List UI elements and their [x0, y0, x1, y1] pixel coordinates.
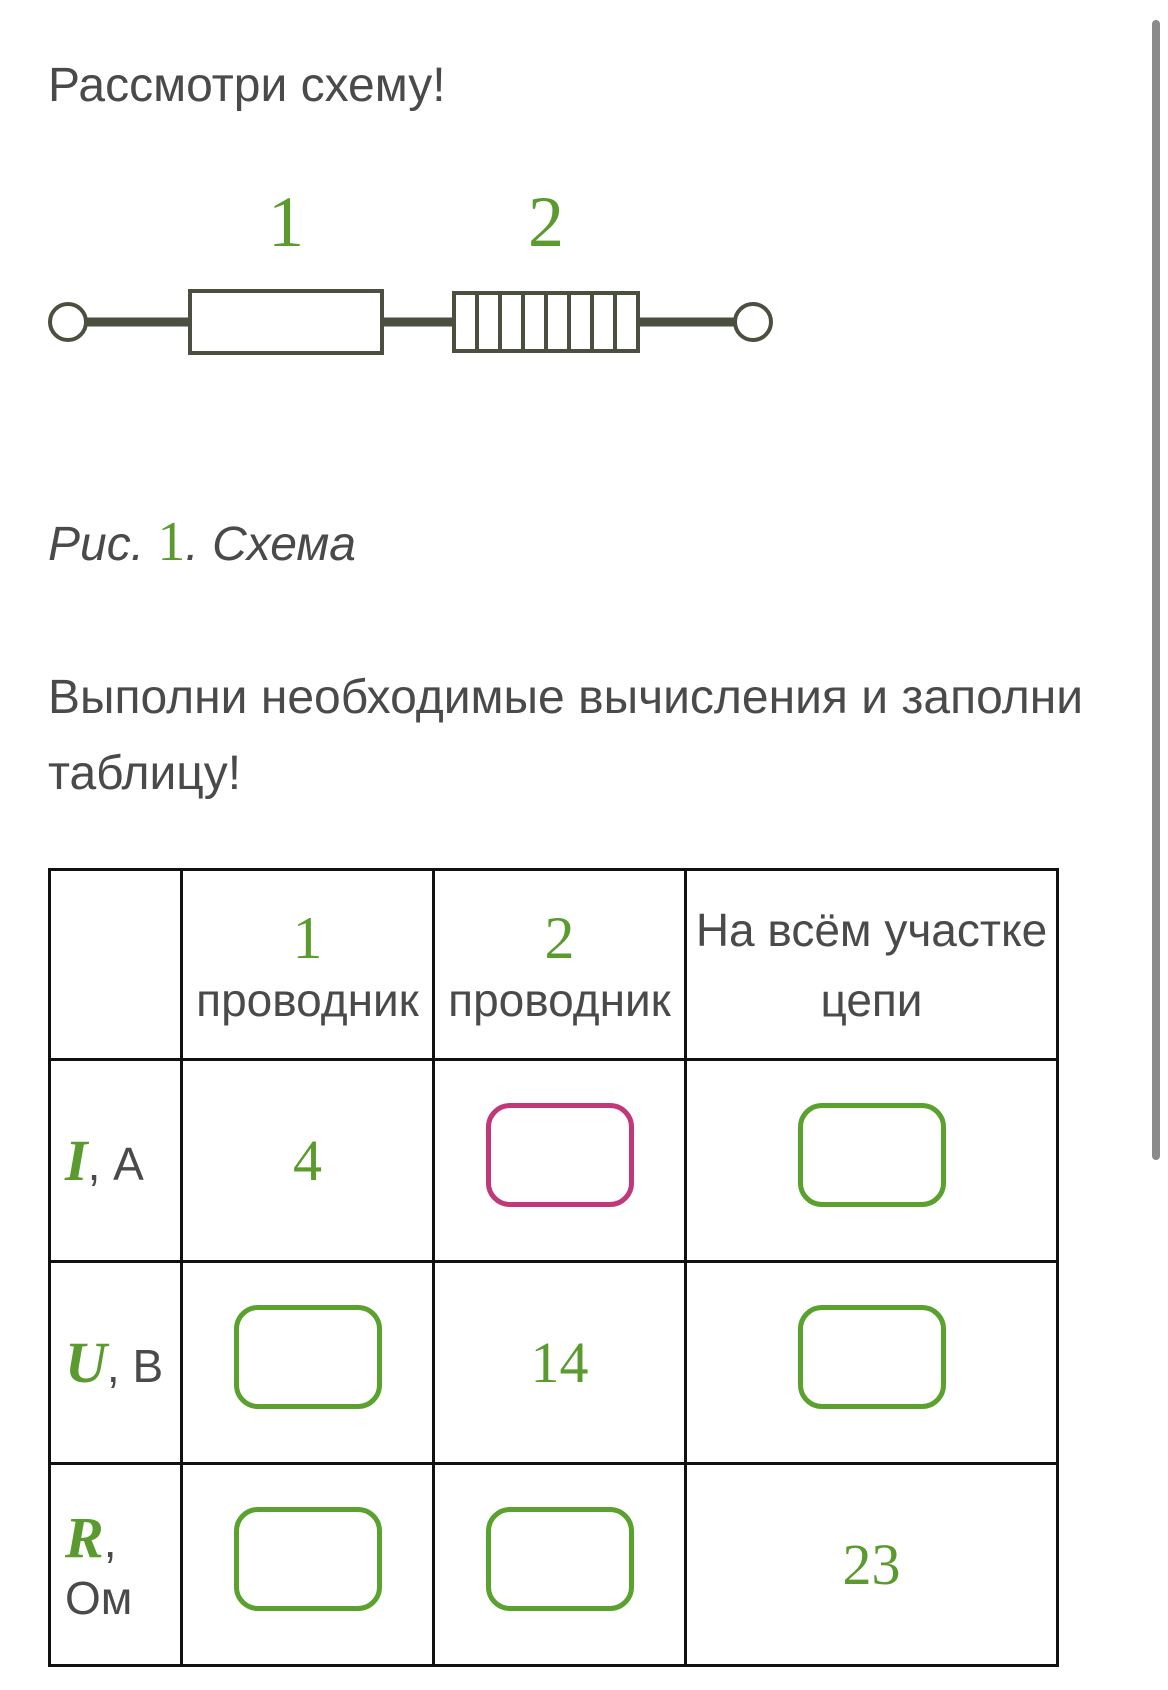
cell-voltage-total — [686, 1262, 1058, 1464]
table-header-row — [50, 870, 1058, 1060]
conductor-1-label: 1 — [268, 182, 304, 262]
value-voltage-2: 14 — [530, 1330, 589, 1395]
header-text-1: проводник — [196, 973, 419, 1026]
row-label-resistance — [50, 1464, 182, 1666]
header-conductor-2 — [434, 870, 686, 1060]
symbol-resistance: R — [65, 1505, 104, 1570]
caption-suffix: . Схема — [185, 518, 356, 571]
row-label-current — [50, 1060, 182, 1262]
row-label-voltage — [50, 1262, 182, 1464]
value-current-1: 4 — [293, 1128, 322, 1193]
header-conductor-1 — [182, 870, 434, 1060]
cell-current-total — [686, 1060, 1058, 1262]
header-num-1: 1 — [292, 904, 323, 971]
unit-voltage: , В — [106, 1340, 164, 1392]
answer-table — [48, 868, 1059, 1667]
symbol-current: I — [65, 1128, 88, 1193]
cell-voltage-1 — [182, 1262, 434, 1464]
cell-current-2 — [434, 1060, 686, 1262]
unit-current: , А — [87, 1138, 144, 1190]
terminal-right — [735, 304, 771, 340]
figure-caption — [48, 510, 356, 574]
input-voltage-1[interactable] — [234, 1305, 382, 1409]
scrollbar[interactable] — [1152, 20, 1160, 1160]
input-resistance-2[interactable] — [486, 1507, 634, 1611]
intro-text: Рассмотри схему! — [48, 59, 446, 112]
cell-resistance-1 — [182, 1464, 434, 1666]
cell-current-1 — [182, 1060, 434, 1262]
circuit-diagram — [0, 180, 820, 390]
cell-voltage-2 — [434, 1262, 686, 1464]
cell-resistance-total — [686, 1464, 1058, 1666]
corner-cell — [50, 870, 182, 1060]
value-resistance-total: 23 — [842, 1532, 901, 1597]
conductor-2-label: 2 — [528, 182, 564, 262]
row-voltage — [50, 1262, 1058, 1464]
symbol-voltage: U — [65, 1330, 107, 1395]
input-resistance-1[interactable] — [234, 1507, 382, 1611]
input-current-2[interactable] — [486, 1103, 634, 1207]
terminal-left — [50, 304, 86, 340]
resistor-1 — [190, 291, 382, 353]
input-voltage-total[interactable] — [798, 1305, 946, 1409]
row-resistance — [50, 1464, 1058, 1666]
input-current-total[interactable] — [798, 1103, 946, 1207]
unit-resistance: , Ом — [65, 1515, 133, 1624]
header-text-2: проводник — [448, 973, 671, 1026]
row-current — [50, 1060, 1058, 1262]
task-text: Выполни необходимые вычисления и заполни таблицу! — [48, 671, 1084, 800]
header-whole-circuit — [686, 870, 1058, 1060]
header-text-3: На всём участке цепи — [695, 903, 1048, 1026]
resistor-2 — [454, 293, 638, 351]
header-num-2: 2 — [544, 904, 575, 971]
caption-prefix: Рис. — [48, 518, 145, 571]
cell-resistance-2 — [434, 1464, 686, 1666]
caption-number: 1 — [157, 511, 186, 573]
